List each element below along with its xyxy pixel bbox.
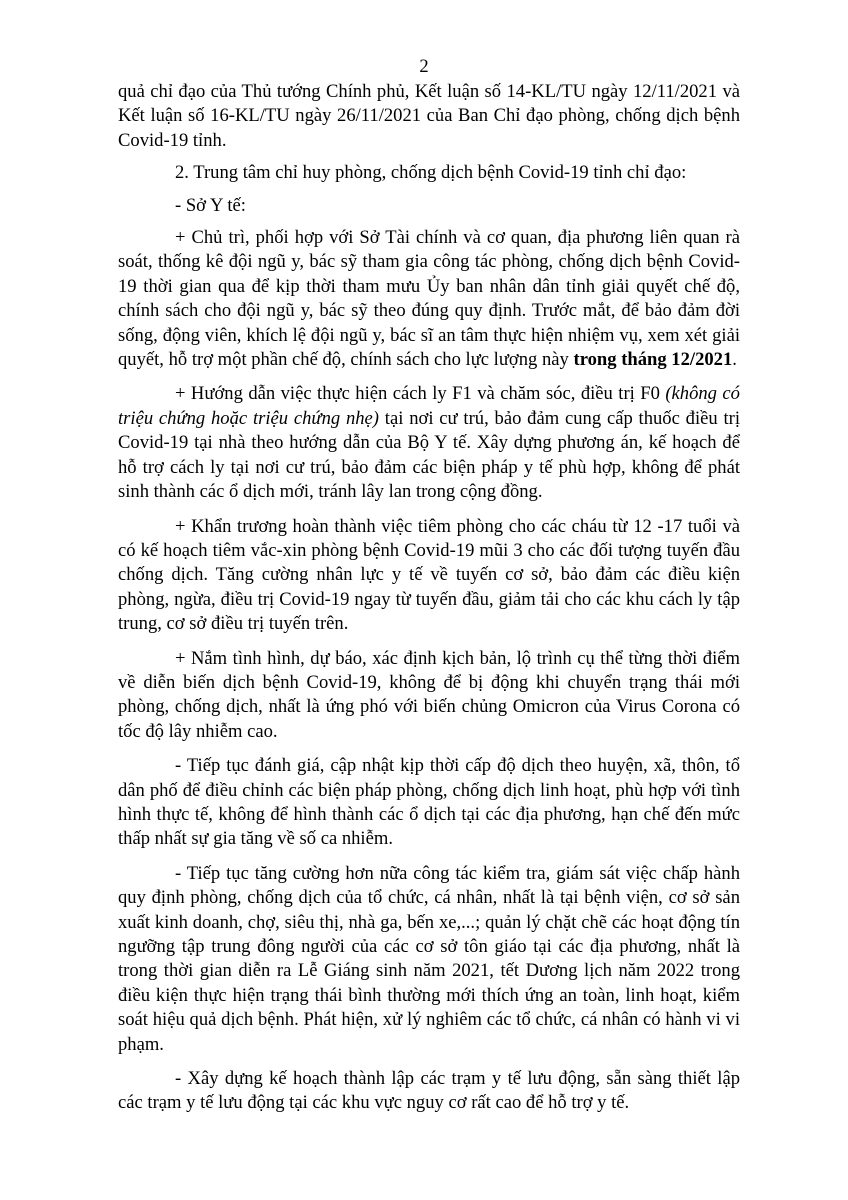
paragraph-text: tại nơi cư trú, bảo đảm cung cấp thuốc điều trị Covid-19 tại nhà theo hướng dẫn của Bộ Y tế. Xây dựng phương án, kế hoạch để hỗ trợ cách ly tại nơi cư trú, bảo đảm các biện pháp y tế phù hợp, không để phát sinh thành các ổ dịch mới, tránh lây lan trong cộng đồng.	[118, 407, 740, 503]
italic-note: (không có triệu chứng hoặc triệu chứng nhẹ)	[118, 383, 740, 429]
paragraph-epidemic-levels: - Tiếp tục đánh giá, cập nhật kịp thời cấp độ dịch theo huyện, xã, thôn, tổ dân phố để điều chỉnh các biện pháp phòng, chống dịch linh hoạt, phù hợp với tình hình thực tế, không để hình thành các ổ dịch tại các địa phương, hạn chế đến mức thấp nhất sự gia tăng về số ca nhiễm.	[118, 755, 740, 850]
paragraph-text: + Chủ trì, phối hợp với Sở Tài chính và cơ quan, địa phương liên quan rà soát, thống kê đội ngũ y, bác sỹ tham gia công tác phòng, chống dịch bệnh Covid-19 thời gian qua để kịp thời tham mưu Ủy ban nhân dân tỉnh giải quyết chế độ, chính sách cho đội ngũ y, bác sỹ theo đúng quy định. Trước mắt, để bảo đảm đời sống, động viên, khích lệ đội ngũ y, bác sĩ an tâm thực hiện nhiệm vụ, xem xét giải quyết, hỗ trợ một phần chế độ, chính sách cho lực lượng này	[118, 227, 740, 371]
paragraph-mobile-stations: - Xây dựng kế hoạch thành lập các trạm y tế lưu động, sẵn sàng thiết lập các trạm y tế lưu động tại các khu vực nguy cơ rất cao để hỗ trợ y tế.	[118, 1068, 740, 1114]
document-body	[118, 80, 740, 1126]
page-number: 2	[419, 56, 429, 77]
paragraph-text: .	[732, 349, 737, 371]
paragraph-section-2: 2. Trung tâm chỉ huy phòng, chống dịch bệnh Covid-19 tỉnh chỉ đạo:	[175, 162, 687, 184]
paragraph-isolation-guidance	[118, 382, 740, 504]
paragraph-vaccination: + Khẩn trương hoàn thành việc tiêm phòng cho các cháu từ 12 -17 tuổi và có kế hoạch tiêm vắc-xin phòng bệnh Covid-19 mũi 3 cho các đối tượng tuyến đầu chống dịch. Tăng cường nhân lực y tế về tuyến cơ sở, bảo đảm các điều kiện phòng, ngừa, điều trị Covid-19 ngay từ tuyến đầu, giảm tải cho các khu cách ly tập trung, cơ sở điều trị tuyến trên.	[118, 515, 740, 635]
paragraph-forecast: + Nắm tình hình, dự báo, xác định kịch bản, lộ trình cụ thể từng thời điểm về diễn biến dịch bệnh Covid-19, không để bị động khi chuyển trạng thái mới phòng, chống dịch, nhất là ứng phó với biến chủng Omicron của Virus Corona có tốc độ lây nhiễm cao.	[118, 647, 740, 742]
paragraph-department-health: - Sở Y tế:	[175, 194, 246, 216]
paragraph-continuation: quả chỉ đạo của Thủ tướng Chính phủ, Kết luận số 14-KL/TU ngày 12/11/2021 và Kết luận số 16-KL/TU ngày 26/11/2021 của Ban Chỉ đạo phòng, chống dịch bệnh Covid-19 tỉnh.	[118, 81, 740, 151]
paragraph-inspection: - Tiếp tục tăng cường hơn nữa công tác kiểm tra, giám sát việc chấp hành quy định phòng, chống dịch của tổ chức, cá nhân, nhất là tại bệnh viện, cơ sở sản xuất kinh doanh, chợ, siêu thị, nhà ga, bến xe,...; quản lý chặt chẽ các hoạt động tín ngưỡng tập trung đông người của các cơ sở tôn giáo tại các địa phương, nhất là trong thời gian diễn ra Lễ Giáng sinh năm 2021, tết Dương lịch năm 2022 trong điều kiện thực hiện trạng thái bình thường mới thích ứng an toàn, linh hoạt, kiểm soát hiệu quả dịch bệnh. Phát hiện, xử lý nghiêm các tổ chức, cá nhân có hành vi vi phạm.	[118, 862, 740, 1055]
paragraph-text: + Hướng dẫn việc thực hiện cách ly F1 và chăm sóc, điều trị F0	[175, 383, 666, 405]
deadline-bold: trong tháng 12/2021	[573, 349, 733, 371]
paragraph-review-doctors	[118, 226, 740, 372]
